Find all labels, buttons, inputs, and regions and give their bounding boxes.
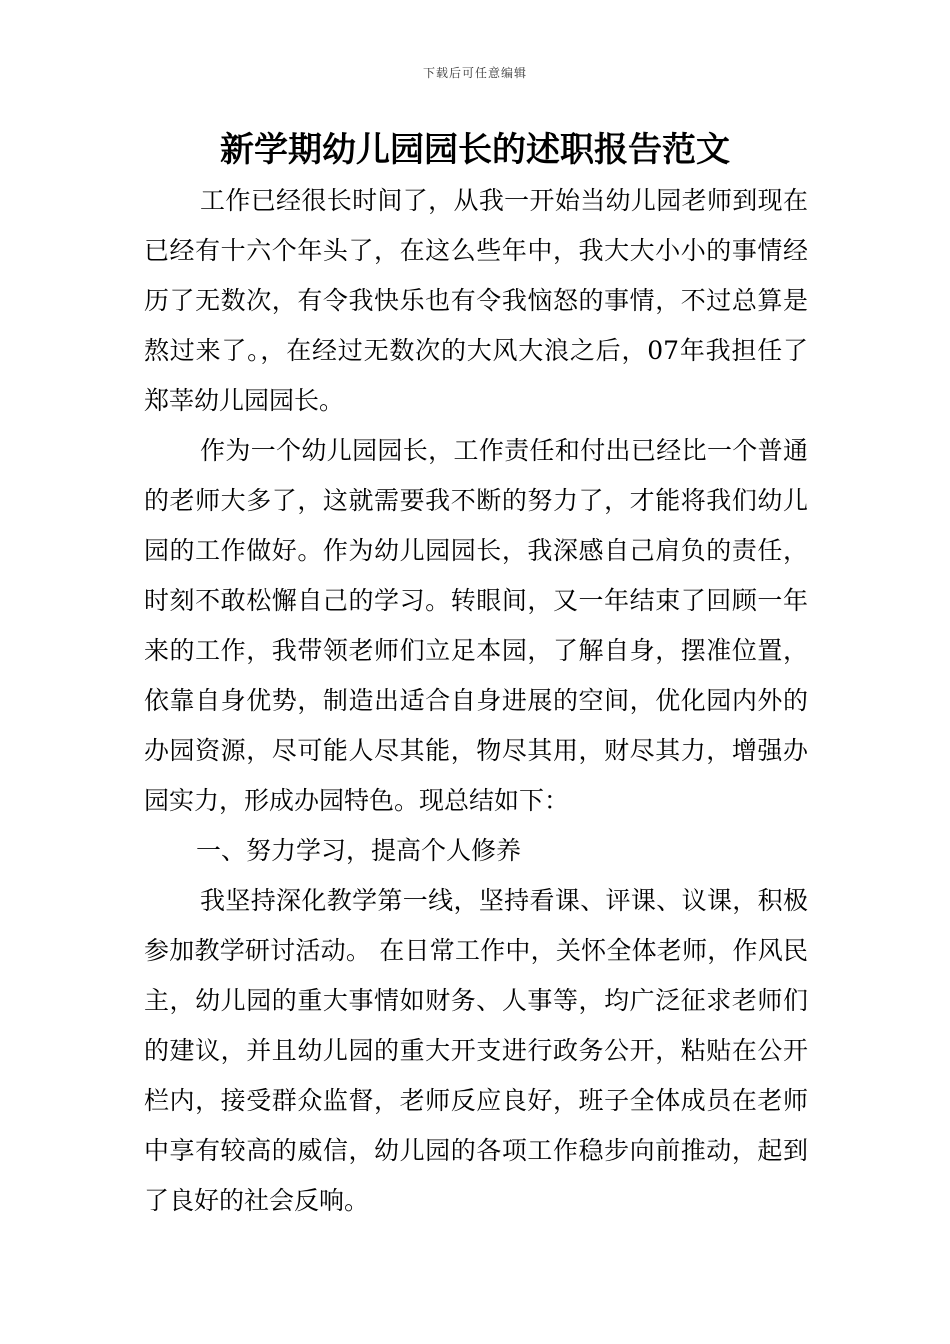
paragraph-intro: 工作已经很长时间了，从我一开始当幼儿园老师到现在已经有十六个年头了，在这么些年中，我大大小小的事情经历了无数次，有令我快乐也有令我恼怒的事情，不过总算是熬过来了。，在经过无数次的大风大浪之后，07年我担任了郑莘幼儿园园长。 [144,186,808,415]
paragraph-responsibility: 作为一个幼儿园园长，工作责任和付出已经比一个普通的老师大多了，这就需要我不断的努力了，才能将我们幼儿园的工作做好。作为幼儿园园长，我深感自己肩负的责任，时刻不敢松懈自己的学习。转眼间，又一年结束了回顾一年来的工作，我带领老师们立足本园，了解自身，摆准位置，依靠自身优势，制造出适合自身进展的空间，优化园内外的办园资源，尽可能人尽其能，物尽其用，财尽其力，增强办园实力，形成办园特色。现总结如下： [144,436,808,815]
header-note: 下载后可任意编辑 [422,66,527,80]
paragraph-section-1: 我坚持深化教学第一线，坚持看课、评课、议课，积极参加教学研讨活动。 在日常工作中，关怀全体老师，作风民主，幼儿园的重大事情如财务、人事等，均广泛征求老师们的建议，并且幼儿园的重大开支进行政务公开，粘贴在公开栏内，接受群众监督，老师反应良好，班子全体成员在老师中享有较高的威信，幼儿园的各项工作稳步向前推动，起到了良好的社会反响。 [144,886,808,1215]
document-body [144,176,808,1226]
document-title: 新学期幼儿园园长的述职报告范文 [220,130,730,170]
section-heading: 一、努力学习，提高个人修养 [196,836,522,865]
